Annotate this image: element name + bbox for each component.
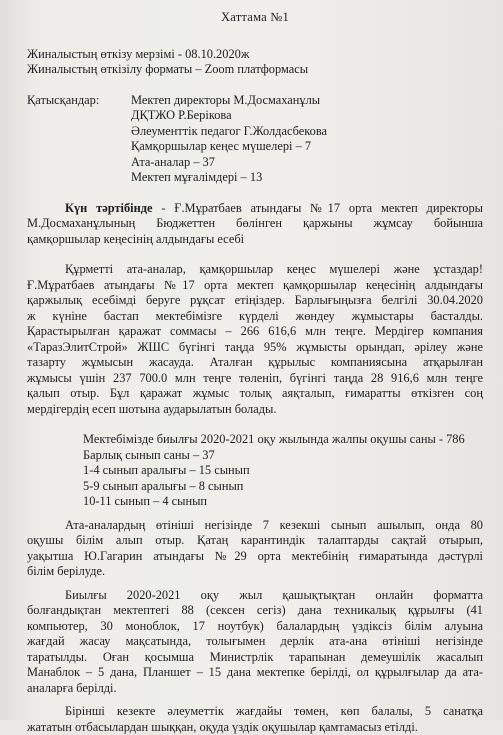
paragraph-line: оқушы білім алып отыр. Қатаң карантиндік талаптарды сақтай отырып, <box>27 533 483 549</box>
paragraph-line: жататын отбасылардан шыққан, оқуда үздік оқушылар қамтамасыз етілді. <box>27 720 483 735</box>
paragraph-line: компьютер, 30 моноблок, 17 ноутбук) балалардың үздіксіз білім алуына <box>27 619 483 635</box>
paragraph-financial-report <box>27 262 483 417</box>
paragraph-line: тазарту жұмысын жасауда. Аталған құрылыс компаниясына атқарылған <box>27 355 483 371</box>
paragraph-line: жағдай жасау мақсатында, толығымен дерлік ата-ана өтініші негізінде <box>27 634 483 650</box>
paragraph-line: білім берілуде. <box>27 564 483 580</box>
paragraph-line: Ғ.Мұратбаев атындағы №17 орта мектеп қамқоршылар кеңесінің алдындағы <box>27 278 483 294</box>
agenda-text: - Ғ.Мұратбаев атындағы №17 орта мектеп директоры <box>153 201 483 215</box>
paragraph-duty-classes <box>27 518 483 580</box>
agenda-line <box>27 201 483 217</box>
participant-item: Мектеп директоры М.Досмаханұлы <box>131 93 320 109</box>
meeting-format: Жиналыстың өткізілу форматы – Zoom платформасы <box>27 62 483 78</box>
participant-item: ДҚТЖО Р.Берікова <box>27 108 483 124</box>
student-stats <box>27 432 483 510</box>
paragraph-line: мердігердің есеп шотына аударылатын болады. <box>27 402 483 418</box>
participant-item: Әлеументтік педагог Г.Жолдасбекова <box>27 124 483 140</box>
stats-line: 5-9 сынып аралығы – 8 сынып <box>27 479 483 495</box>
paragraph-line: ж күніне бастап мектебімізге күрделі жөндеу жұмыстары басталды. <box>27 309 483 325</box>
paragraph-line: қаржылық есебімді беруге рұқсат етіңіздер. Барлығыңызға белгілі 30.04.2020 <box>27 293 483 309</box>
agenda <box>27 201 483 248</box>
stats-line: Барлық сынып саны – 37 <box>27 448 483 464</box>
participant-item: Қамқоршылар кеңес мүшелері – 7 <box>27 139 483 155</box>
participants-label: Қатысқандар: <box>27 93 131 109</box>
paragraph-line: жұмысы үшін 237 700.0 млн теңге төленіп, бүгінгі таңда 28 916,6 млн теңге <box>27 371 483 387</box>
paragraph-line: Манаблок – 5 дана, Планшет – 15 дана мектепке берілді, ол құрылғылар да ата- <box>27 665 483 681</box>
document-title: Хаттама №1 <box>27 10 483 26</box>
paragraph-line: таратылды. Оған қосымша Министрлік тарапынан демеушілік жасалып <box>27 650 483 666</box>
agenda-line: М.Досмаханұлының Бюджеттен бөлінген қаржыны жұмсау бойынша <box>27 216 483 232</box>
paragraph-line: Қарастырылған қаражат соммасы – 266 616,6 млн теңге. Мердігер компания <box>27 324 483 340</box>
paragraph-line: Бірінші кезекте әлеуметтік жағдайы төмен, көп балалы, 5 санатқа <box>27 704 483 720</box>
participant-item: Ата-аналар – 37 <box>27 155 483 171</box>
stats-line: 10-11 сынып – 4 сынып <box>27 494 483 510</box>
agenda-line: қамқоршылар кеңесінің алдындағы есебі <box>27 232 483 248</box>
agenda-heading: Күн тәртібінде <box>65 201 153 215</box>
participant-item: Мектеп мұғалімдері – 13 <box>27 170 483 186</box>
paragraph-line: қалып отыр. Бұл қаражат жұмыс толық аяқталып, ғимаратты өткізген соң <box>27 386 483 402</box>
meeting-date: Жиналыстың өткізу мерзімі - 08.10.2020ж <box>27 47 483 63</box>
paragraph-line: болғандықтан мектептегі 88 (сексен сегіз) дана техникалық құрылғы (41 <box>27 603 483 619</box>
paragraph-line: уақытша Ю.Гагарин атындағы №29 орта мектебінің ғимаратында дәстүрлі <box>27 549 483 565</box>
paragraph-line: Құрметті ата-аналар, қамқоршылар кеңес мүшелері және ұстаздар! <box>27 262 483 278</box>
participants-block <box>27 93 483 109</box>
paragraph-line: аналарға берілді. <box>27 681 483 697</box>
paragraph-devices <box>27 588 483 697</box>
paragraph-line: Ата-аналардың өтініші негізінде 7 кезекші сынып ашылып, онда 80 <box>27 518 483 534</box>
paragraph-line: Биылғы 2020-2021 оқу жыл қашықтықтан онлайн форматта <box>27 588 483 604</box>
stats-line: Мектебімізде биылғы 2020-2021 оқу жылында жалпы оқушы саны - 786 <box>27 432 483 448</box>
paragraph-line: «ТаразЭлитСтрой» ЖШС бүгінгі таңда 95% жұмысты орындап, әрілеу және <box>27 340 483 356</box>
stats-line: 1-4 сынып аралығы – 15 сынып <box>27 463 483 479</box>
